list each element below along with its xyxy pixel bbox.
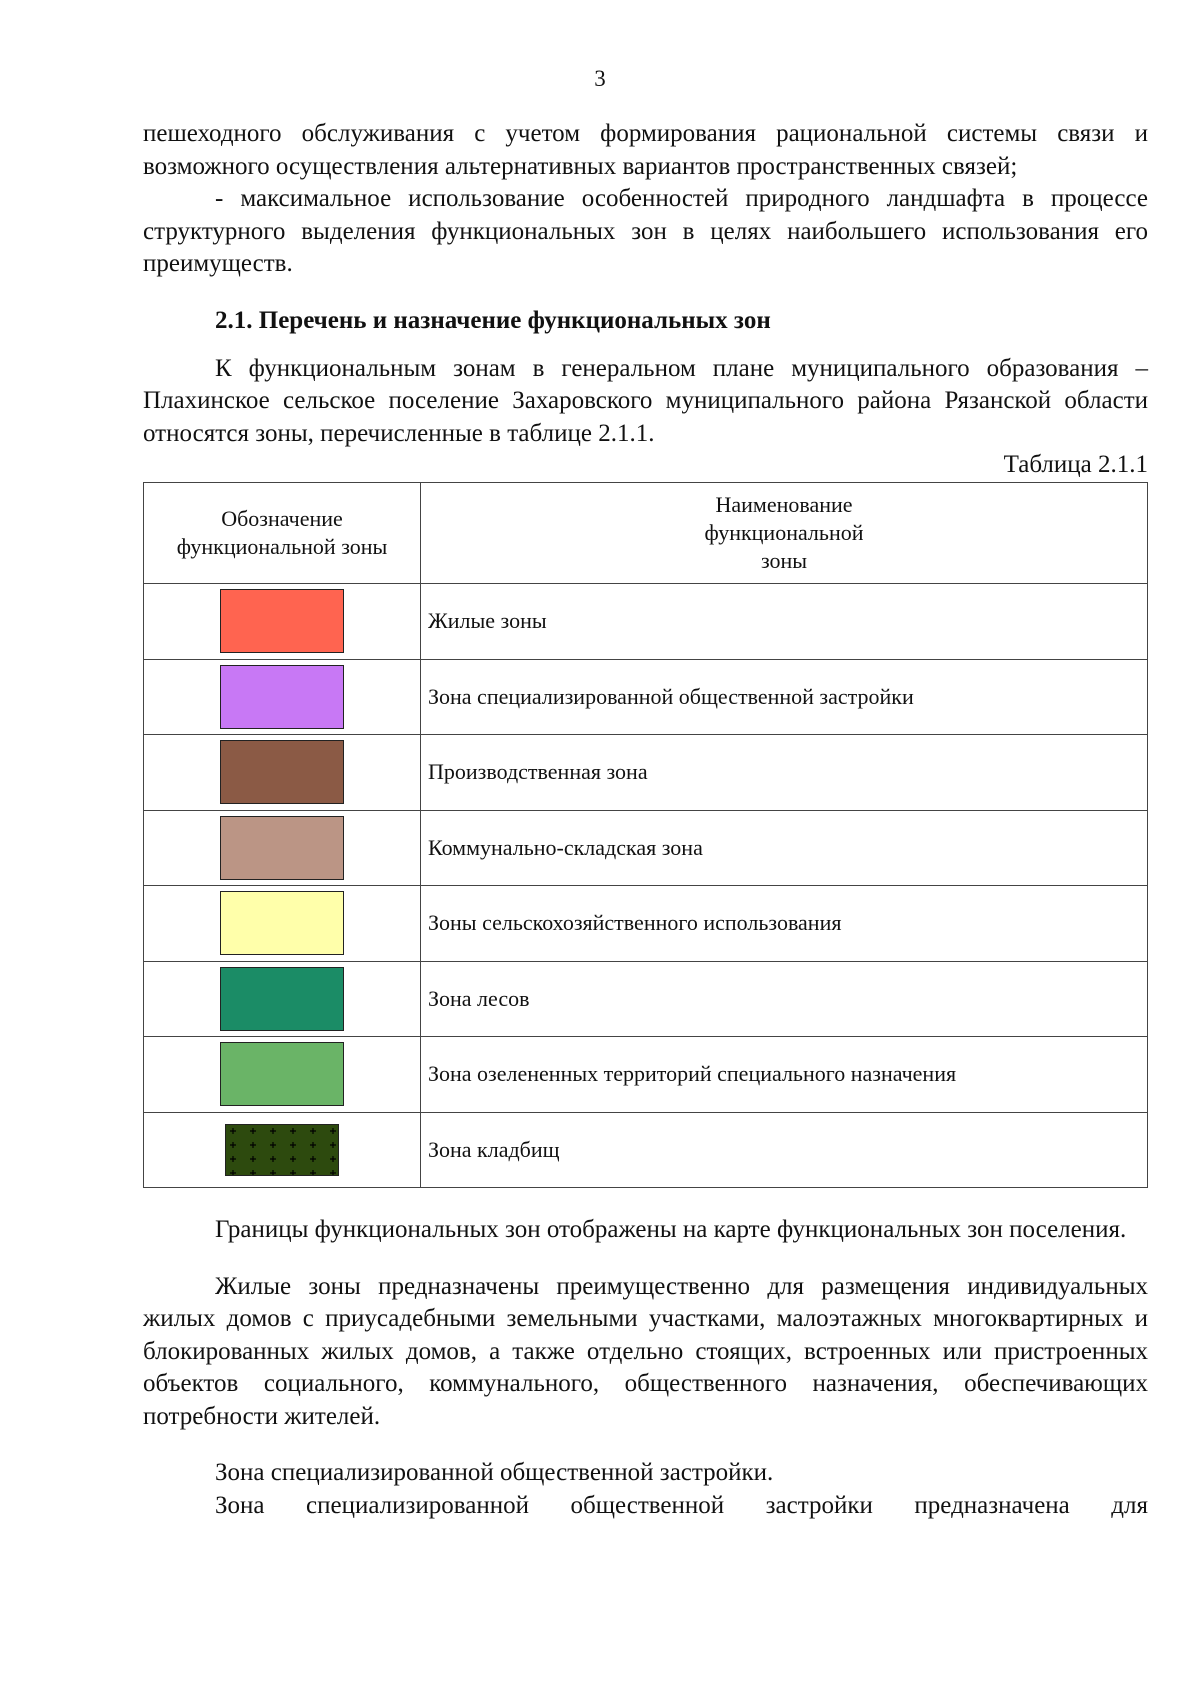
zone-color-swatch [220,816,344,880]
zone-name-cell: Зона озелененных территорий специального назначения [421,1037,1148,1113]
paragraph: Жилые зоны предназначены преимущественно для размещения индивидуальных жилых домов с приусадебными земельными участками, малоэтажных многоквартирных и блокированных жилых домов, а также отдельно стоящих, встроенных или пристроенных объектов социального, коммунального, общественного назначения, обеспечивающих потребности жителей. [143,1272,1148,1430]
paragraph: Зона специализированной общественной застройки предназначена для [215,1491,1148,1519]
table-row [144,659,1148,735]
zone-color-swatch [220,665,344,729]
zone-color-swatch [220,589,344,653]
table-row [144,735,1148,811]
paragraph: - максимальное использование особенностей природного ландшафта в процессе структурного выделения функциональных зон в целях наибольшего использования его преимуществ. [143,185,1148,277]
table-header-row [144,483,1148,584]
zone-symbol-cell [144,1037,421,1113]
paragraph: пешеходного обслуживания с учетом формирования рациональной системы связи и возможного осуществления альтернативных вариантов пространственных связей; [143,120,1148,180]
zone-color-swatch [220,967,344,1031]
zone-name-cell: Зона лесов [421,961,1148,1037]
document-body [143,118,1148,1522]
zone-name-cell: Зона кладбищ [421,1112,1148,1188]
page-number: 3 [594,66,606,91]
zone-color-swatch [220,1042,344,1106]
table-row [144,810,1148,886]
zone-symbol-cell [144,584,421,660]
table-row [144,1112,1148,1188]
zone-name-cell: Зоны сельскохозяйственного использования [421,886,1148,962]
intro-paragraph: К функциональным зонам в генеральном плане муниципального образования – Плахинское сельское поселение Захаровского муниципального района Рязанской области относятся зоны, перечисленные в таблице 2.1.1. [143,354,1148,447]
header-name: Наименование функциональной зоны [421,483,1148,584]
zone-name-cell: Коммунально-складская зона [421,810,1148,886]
zone-symbol-cell [144,961,421,1037]
zone-name-cell: Производственная зона [421,735,1148,811]
zone-color-swatch [225,1124,339,1176]
zone-symbol-cell [144,810,421,886]
paragraph: Зона специализированной общественной застройки. [215,1459,774,1486]
zone-symbol-cell [144,659,421,735]
table-row [144,584,1148,660]
zone-name-cell: Жилые зоны [421,584,1148,660]
zone-name-cell: Зона специализированной общественной застройки [421,659,1148,735]
zone-symbol-cell [144,1112,421,1188]
table-row [144,1037,1148,1113]
paragraph: Границы функциональных зон отображены на карте функциональных зон поселения. [215,1216,1127,1243]
zone-symbol-cell [144,886,421,962]
section-heading: 2.1. Перечень и назначение функциональных зон [215,306,771,334]
zones-table [143,482,1148,1188]
header-symbol: Обозначение функциональной зоны [144,483,421,584]
zone-color-swatch [220,891,344,955]
zone-symbol-cell [144,735,421,811]
table-row [144,886,1148,962]
table-caption: Таблица 2.1.1 [1003,451,1148,478]
zone-color-swatch [220,740,344,804]
zones-table-body [144,584,1148,1188]
table-row [144,961,1148,1037]
